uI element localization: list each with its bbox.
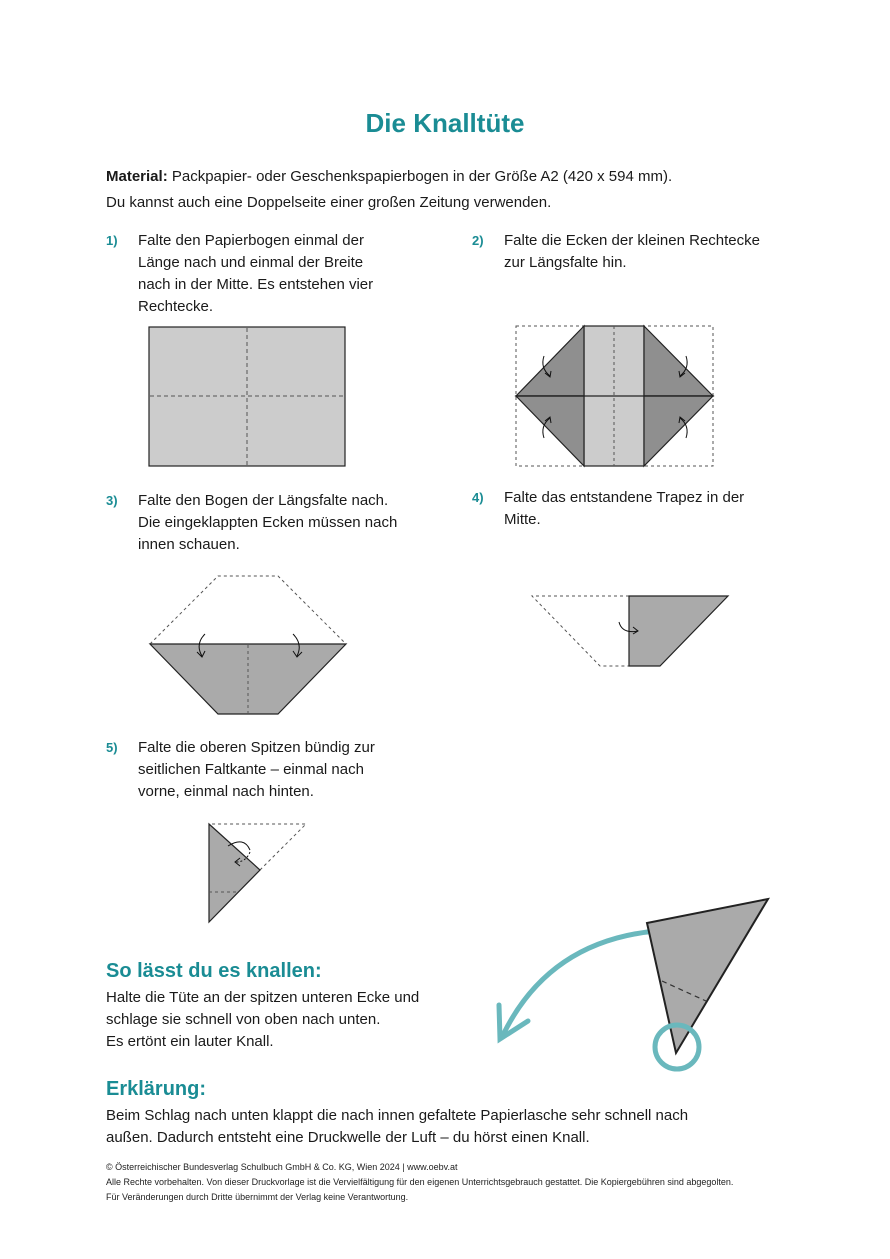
material-line-1: Packpapier- oder Geschenkspapierbogen in der Größe A2 (420 x 594 mm). <box>171 168 673 185</box>
folded-corner-top-right <box>644 326 713 396</box>
step-number: 3) <box>106 493 118 508</box>
footer-line: Für Veränderungen durch Dritte übernimmt der Verlag keine Verantwortung. <box>106 1192 409 1202</box>
folded-corner-bottom-left <box>516 396 584 466</box>
swing-illustration <box>490 895 775 1075</box>
folded-corner-bottom-right <box>644 396 713 466</box>
step-line: Falte den Papierbogen einmal der <box>138 232 364 249</box>
step-number: 2) <box>472 233 484 248</box>
material-block <box>106 164 806 216</box>
fold-diagram-4 <box>530 594 730 668</box>
footer-line: Alle Rechte vorbehalten. Von dieser Druckvorlage ist die Vervielfältigung für den eigenen Unterrichtsgebrauch gestattet. Die Kopiergebühren sind abgegolten. <box>106 1177 734 1187</box>
swing-arrowhead-icon <box>499 1005 528 1039</box>
fold-diagram-3 <box>148 574 348 716</box>
material-line-2: Du kannst auch eine Doppelseite einer großen Zeitung verwenden. <box>106 194 552 211</box>
folded-corner-top-left <box>516 326 584 396</box>
step-line: Länge nach und einmal der Breite <box>138 254 364 271</box>
step-line: nach in der Mitte. Es entstehen vier <box>138 276 374 293</box>
fold-diagram-5 <box>206 822 310 926</box>
step-line: Die eingeklappten Ecken müssen nach <box>138 514 398 531</box>
trapezoid-paper <box>150 644 346 714</box>
folded-half-paper <box>629 596 728 666</box>
step-line: vorne, einmal nach hinten. <box>138 783 314 800</box>
original-outline <box>150 576 346 644</box>
text-line: Beim Schlag nach unten klappt die nach innen gefaltete Papierlasche sehr schnell nach <box>106 1107 689 1124</box>
erklaerung-text <box>106 1105 806 1149</box>
fold-diagram-2 <box>514 324 716 469</box>
step-line: Rechtecke. <box>138 298 214 315</box>
original-outline <box>532 596 629 666</box>
step-number: 4) <box>472 490 484 505</box>
text-line: Halte die Tüte an der spitzen unteren Ecke und <box>106 989 420 1006</box>
step-line: seitlichen Faltkante – einmal nach <box>138 761 364 778</box>
knallen-text <box>106 987 486 1053</box>
erklaerung-heading: Erklärung: <box>106 1078 207 1100</box>
text-line: Es ertönt ein lauter Knall. <box>106 1033 274 1050</box>
step-line: Falte den Bogen der Längsfalte nach. <box>138 492 389 509</box>
text-line: außen. Dadurch entsteht eine Druckwelle der Luft – du hörst einen Knall. <box>106 1129 590 1146</box>
text-line: schlage sie schnell von oben nach unten. <box>106 1011 381 1028</box>
step-line: innen schauen. <box>138 536 240 553</box>
knallen-heading: So lässt du es knallen: <box>106 960 322 982</box>
page-title: Die Knalltüte <box>365 108 525 138</box>
footer <box>106 1160 826 1205</box>
step-line: Falte die Ecken der kleinen Rechtecke <box>504 232 760 249</box>
step-number: 5) <box>106 740 118 755</box>
material-label: Material: <box>106 168 168 185</box>
swing-arrow <box>504 931 656 1033</box>
step-line: Falte die oberen Spitzen bündig zur <box>138 739 375 756</box>
step-line: zur Längsfalte hin. <box>504 254 627 271</box>
step-line: Falte das entstandene Trapez in der <box>504 489 745 506</box>
fold-diagram-1 <box>148 326 347 467</box>
step-number: 1) <box>106 233 118 248</box>
footer-line: © Österreichischer Bundesverlag Schulbuch GmbH & Co. KG, Wien 2024 | www.oebv.at <box>106 1162 458 1172</box>
triangle-paper <box>209 824 260 922</box>
step-line: Mitte. <box>504 511 541 528</box>
